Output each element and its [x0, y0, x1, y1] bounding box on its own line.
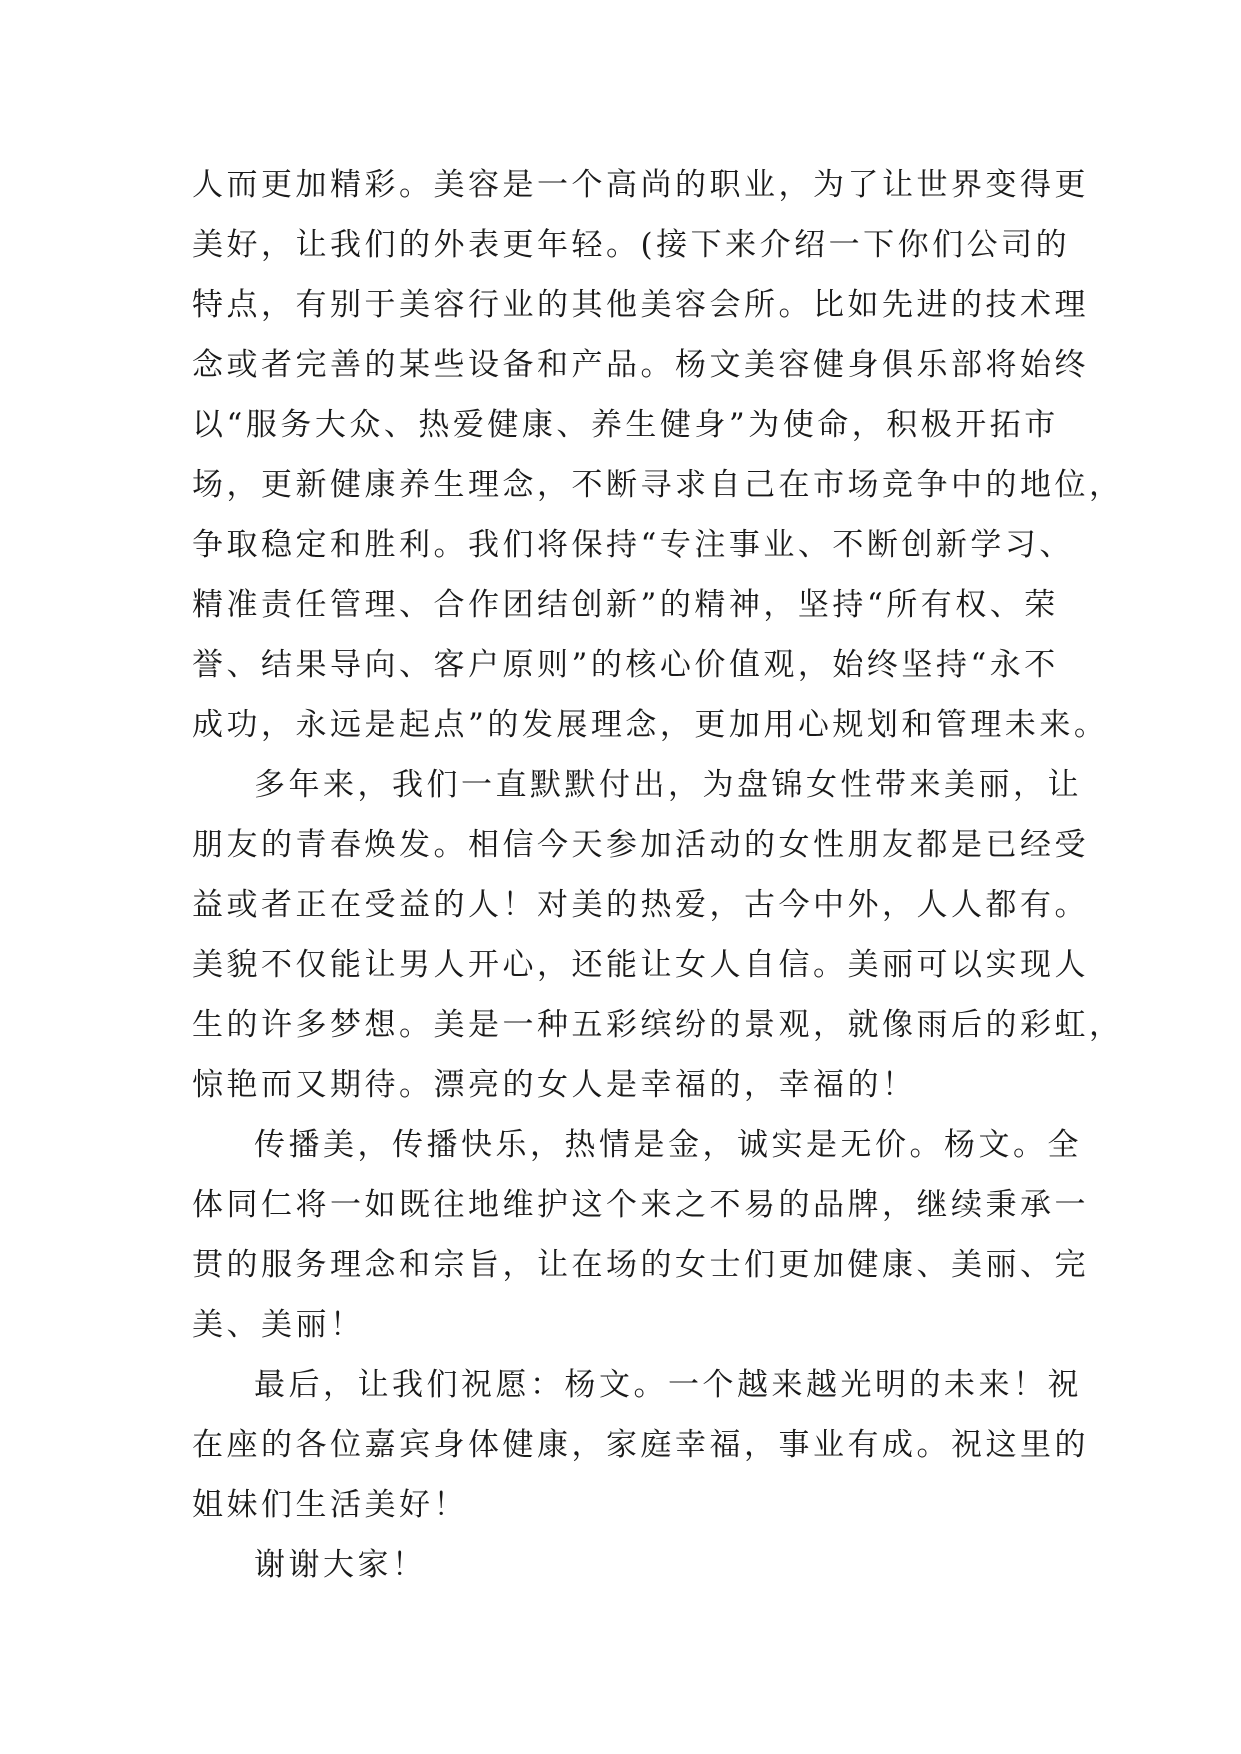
text-line: 多年来，我们一直默默付出，为盘锦女性带来美丽，让 — [254, 767, 1082, 803]
paragraph — [192, 1535, 1072, 1595]
paragraph — [192, 155, 1124, 755]
text-line: 姐妹们生活美好！ — [192, 1487, 468, 1523]
text-line: 美貌不仅能让男人开心，还能让女人自信。美丽可以实现人 — [192, 947, 1089, 983]
text-line: 最后，让我们祝愿：杨文。一个越来越光明的未来！祝 — [254, 1367, 1082, 1403]
paragraph — [192, 755, 1124, 1115]
text-line: 谢谢大家！ — [254, 1547, 427, 1583]
document-body — [192, 155, 1124, 1595]
text-line: 成功，永远是起点”的发展理念，更加用心规划和管理未来。 — [192, 707, 1109, 743]
text-line: 惊艳而又期待。漂亮的女人是幸福的，幸福的！ — [192, 1067, 917, 1103]
text-line: 人而更加精彩。美容是一个高尚的职业，为了让世界变得更 — [192, 167, 1089, 203]
text-line: 念或者完善的某些设备和产品。杨文美容健身俱乐部将始终 — [192, 347, 1089, 383]
text-line: 体同仁将一如既往地维护这个来之不易的品牌，继续秉承一 — [192, 1187, 1089, 1223]
paragraph — [192, 1115, 1089, 1355]
text-line: 朋友的青春焕发。相信今天参加活动的女性朋友都是已经受 — [192, 827, 1089, 863]
text-line: 在座的各位嘉宾身体健康，家庭幸福，事业有成。祝这里的 — [192, 1427, 1089, 1463]
text-line: 传播美，传播快乐，热情是金，诚实是无价。杨文。全 — [254, 1127, 1082, 1163]
text-line: 以“服务大众、热爱健康、养生健身”为使命，积极开拓市 — [192, 407, 1059, 443]
text-line: 生的许多梦想。美是一种五彩缤纷的景观，就像雨后的彩虹， — [192, 1007, 1124, 1043]
text-line: 精准责任管理、合作团结创新”的精神，坚持“所有权、荣 — [192, 587, 1059, 623]
text-line: 益或者正在受益的人！对美的热爱，古今中外，人人都有。 — [192, 887, 1089, 923]
text-line: 场，更新健康养生理念，不断寻求自己在市场竞争中的地位， — [192, 467, 1124, 503]
text-line: 美好，让我们的外表更年轻。(接下来介绍一下你们公司的 — [192, 227, 1071, 263]
paragraph — [192, 1355, 1089, 1535]
text-line: 美、美丽！ — [192, 1307, 365, 1343]
text-line: 誉、结果导向、客户原则”的核心价值观，始终坚持“永不 — [192, 647, 1059, 683]
text-line: 贯的服务理念和宗旨，让在场的女士们更加健康、美丽、完 — [192, 1247, 1089, 1283]
text-line: 特点，有别于美容行业的其他美容会所。比如先进的技术理 — [192, 287, 1089, 323]
text-line: 争取稳定和胜利。我们将保持“专注事业、不断创新学习、 — [192, 527, 1074, 563]
